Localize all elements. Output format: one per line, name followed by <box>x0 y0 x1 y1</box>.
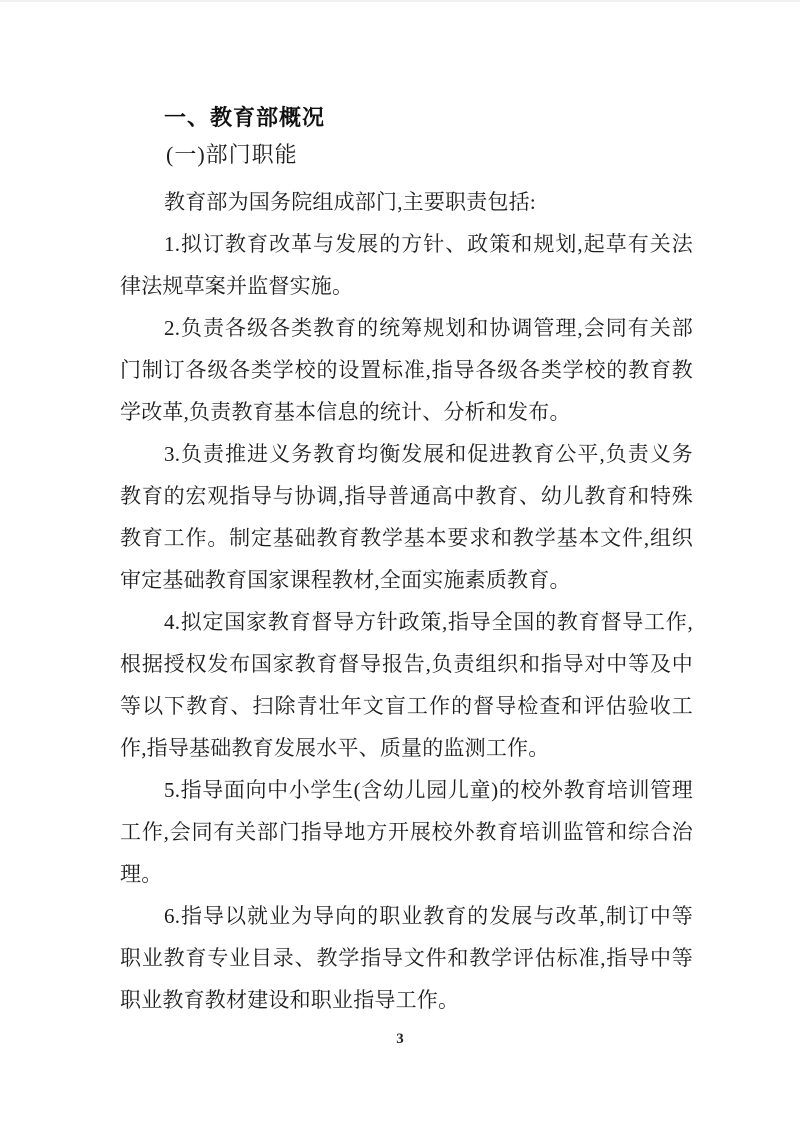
body-paragraph-4: 4.拟定国家教育督导方针政策,指导全国的教育督导工作,根据授权发布国家教育督导报告,负责组织和指导对中等及中等以下教育、扫除青壮年文盲工作的督导检查和评估验收工作,指导基础教育发展水平、质量的监测工作。 <box>120 610 693 760</box>
body-text <box>120 181 693 1021</box>
body-paragraph-1: 1.拟订教育改革与发展的方针、政策和规划,起草有关法律法规草案并监督实施。 <box>120 232 693 298</box>
intro-paragraph: 教育部为国务院组成部门,主要职责包括: <box>164 190 536 214</box>
subsection-heading: (一)部门职能 <box>166 142 298 167</box>
body-paragraph-5: 5.指导面向中小学生(含幼儿园儿童)的校外教育培训管理工作,会同有关部门指导地方开展校外教育培训监管和综合治理。 <box>120 778 693 886</box>
section-heading: 一、教育部概况 <box>164 105 326 130</box>
body-paragraph-3: 3.负责推进义务教育均衡发展和促进教育公平,负责义务教育的宏观指导与协调,指导普通高中教育、幼儿教育和特殊教育工作。制定基础教育教学基本要求和教学基本文件,组织审定基础教育国家课程教材,全面实施素质教育。 <box>120 442 693 592</box>
page-number: 3 <box>396 1031 404 1047</box>
page-top-edge <box>0 0 800 2</box>
body-paragraph-2: 2.负责各级各类教育的统筹规划和协调管理,会同有关部门制订各级各类学校的设置标准,指导各级各类学校的教育教学改革,负责教育基本信息的统计、分析和发布。 <box>120 316 693 424</box>
body-paragraph-6: 6.指导以就业为导向的职业教育的发展与改革,制订中等职业教育专业目录、教学指导文件和教学评估标准,指导中等职业教育教材建设和职业指导工作。 <box>120 904 693 1012</box>
document-content <box>120 101 693 1021</box>
